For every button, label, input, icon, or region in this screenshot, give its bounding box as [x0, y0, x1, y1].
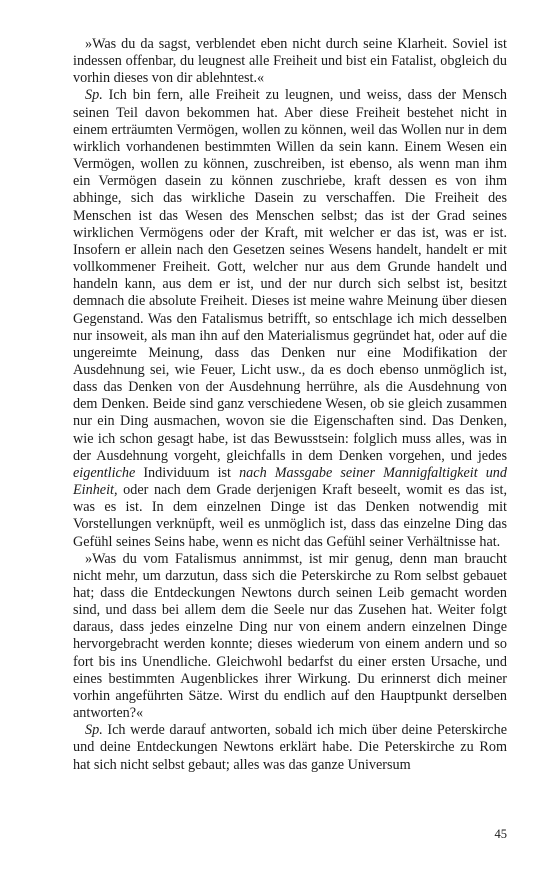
text-segment: »Was du da sagst, verblendet eben nicht durch seine Klarheit. Soviel ist indessen offenbar, du leugnest alle Freiheit und bist ein Fatalist, obgleich du vorhin dieses von dir ablehntest.«	[73, 36, 507, 87]
paragraph	[73, 551, 507, 723]
text-segment: »Was du vom Fatalismus annimmst, ist mir genug, denn man braucht nicht mehr, um darzutun, dass sich die Peterskirche zu Rom selbst gebauet hat; dass die Entdeckungen Newtons durch seinen Leib gemacht worden sind, und dass bei allem dem die Seele nur das Zusehen hat. Weiter folgt daraus, dass jedes einzelne Ding nur von einem andern einzelnen Dinge hervorgebracht werden konnte; dieses wiederum von einem andern und so fort bis ins Unendliche. Gleichwohl bedarfst du einer ersten Ursache, und eines bestimmten Augenblickes ihrer Wirkung. Du erinnerst dich meiner vorhin angeführten Sätze. Wirst du endlich auf den Hauptpunkt derselben antworten?«	[73, 550, 507, 722]
emphasis-text: eigentliche	[73, 464, 136, 481]
text-segment: oder nach dem Grade derjenigen Kraft beseelt, womit es das ist, was es ist. In dem einzelnen Dinge ist das Denken notwendig mit Vorstellungen verknüpft, weil es unmöglich ist, dass das einzelne Ding das Gefühl seines Seins habe, wenn es nicht das Gefühl seiner Verhältnisse hat.	[73, 482, 507, 550]
text-segment: Individuum ist	[135, 464, 240, 481]
paragraph	[73, 36, 507, 87]
speaker-label: Sp.	[85, 722, 103, 739]
paragraph	[73, 722, 507, 773]
body-text	[73, 36, 507, 774]
speaker-label: Sp.	[85, 87, 103, 104]
text-segment: Ich werde darauf antworten, sobald ich mich über deine Peterskirche und deine Entdeckungen Newtons erklärt habe. Die Peterskirche zu Rom hat sich nicht selbst gebaut; alles was das ganze Universum	[73, 722, 507, 773]
paragraph	[73, 87, 507, 550]
page-number: 45	[494, 827, 507, 841]
emphasis-text: nach Massgabe seiner Mannigfaltigkeit und Einheit,	[73, 464, 507, 499]
text-segment: Ich bin fern, alle Freiheit zu leugnen, und weiss, dass der Mensch seinen Teil davon bekommen hat. Aber diese Freiheit bestehet nicht in einem erträumten Vermögen, wollen zu können, weil das Wollen nur in dem wirklich vorhandenen bestimmten Willen da sein kann. Einem Wesen ein Vermögen, wollen zu können, zuschreiben, ist ebenso, als wenn man ihm ein Vermögen dasein zu können zuschriebe, kraft dessen es von ihm abhinge, sich das wirkliche Dasein zu verschaffen. Die Freiheit des Menschen ist das Wesen des Menschen selbst; das ist der Grad seines wirklichen Vermögens oder der Kraft, mit welcher er das ist, was er ist. Insofern er allein nach den Gesetzen seines Wesens handelt, handelt er mit vollkommener Freiheit. Gott, welcher nur aus dem Grunde handelt und handeln kann, aus dem er ist, und der nur durch sich selbst ist, besitzt demnach die absolute Freiheit. Dieses ist meine wahre Meinung über diesen Gegenstand. Was den Fatalismus betrifft, so entschlage ich mich desselben nur insoweit, als man ihn auf den Materialismus gegründet hat, oder auf die ungereimte Meinung, dass das Denken nur eine Modifikation der Ausdehnung sei, wie Feuer, Licht usw., da es doch ebenso unmöglich ist, dass das Denken von der Ausdehnung herrühre, als die Ausdehnung von dem Denken. Beide sind ganz verschiedene Wesen, ob sie gleich zusammen nur ein Ding ausmachen, wovon sie die Eigenschaften sind. Das Denken, wie ich schon gesagt habe, ist das Bewusstsein: folglich muss alles, was in der Ausdehnung vorgeht, gleichfalls in dem Denken vorgehen, und jedes	[73, 87, 507, 464]
